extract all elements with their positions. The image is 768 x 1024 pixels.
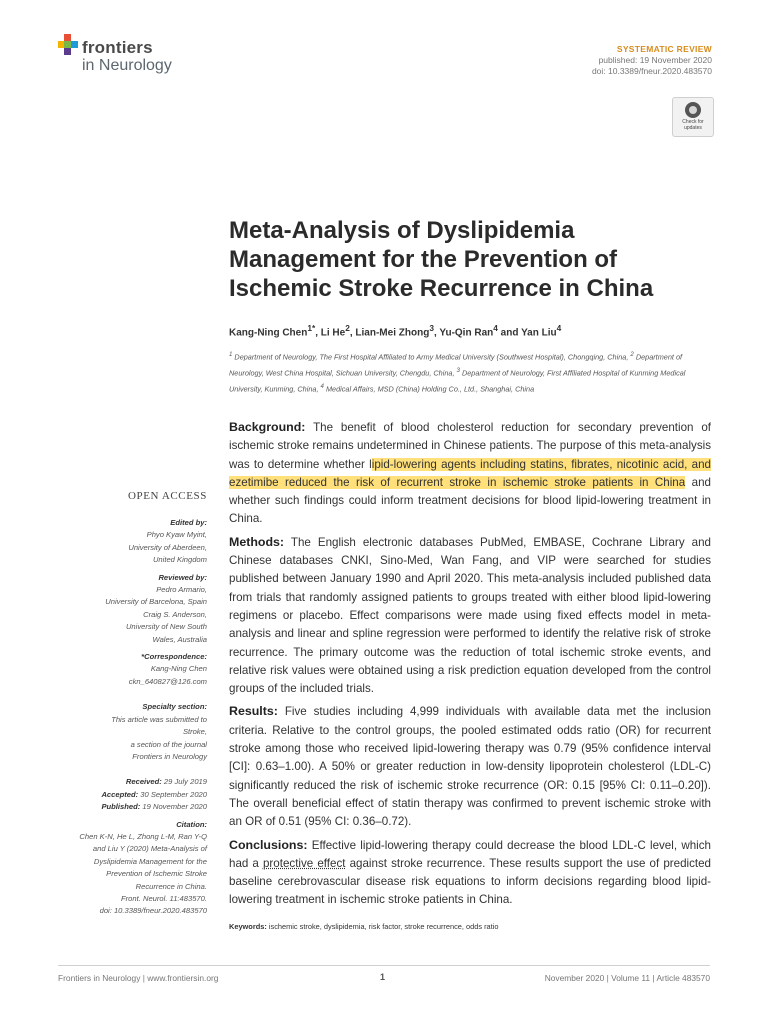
citation-line: and Liu Y (2020) Meta-Analysis of bbox=[92, 844, 207, 854]
conclusions-text-end: against stroke recurrence. These results support the use of predicted baseline cerebrovascular disease risk equations to inform decisions regarding blood lipid-lowering treatment in ischemic stroke patients in China. bbox=[229, 856, 712, 907]
background-text-end: and whether such findings could inform treatment decisions for blood lipid-lowering treatment in China. bbox=[229, 475, 711, 526]
correspondence-email[interactable]: ckn_640827@126.com bbox=[128, 676, 207, 686]
abstract-methods bbox=[229, 533, 711, 699]
background-label: Background: bbox=[229, 420, 306, 434]
underlined-annotation[interactable]: protective effect bbox=[262, 856, 346, 870]
abstract-background bbox=[229, 418, 711, 529]
affil-sup: 1 bbox=[229, 351, 233, 358]
methods-text: The English electronic databases PubMed, EMBASE, Cochrane Library and Chinese databases CNKI, Sino-Med, Wan Fang, and VIP were searched for studies published between January 1990 and April 2020. This meta-analysis included published data from trials that randomly assigned patients to groups treated with either blood lipid-lowering regimens or placebo. Effect comparisons were made using fixed effects model in meta-analysis and linear and spline regression were performed to identify the relative risk of stroke recurrence. The primary outcome was the reduction of total ischemic stroke events, and relative risk values were obtained using a risk prediction equation developed from the control groups of the included trials. bbox=[229, 535, 711, 696]
author-name[interactable]: Yan Liu bbox=[521, 327, 557, 339]
published-value: 19 November 2020 bbox=[142, 802, 207, 812]
reviewer-affiliation: University of New South bbox=[125, 622, 207, 632]
reviewed-by-heading: Reviewed by: bbox=[158, 572, 207, 582]
correspondence-name: Kang-Ning Chen bbox=[150, 664, 207, 674]
author-name[interactable]: Kang-Ning Chen bbox=[229, 327, 308, 339]
correspondence-heading: *Correspondence: bbox=[141, 652, 207, 662]
editor-affiliation: University of Aberdeen, bbox=[128, 542, 207, 552]
editor-affiliation: United Kingdom bbox=[152, 555, 207, 565]
citation-doi[interactable]: doi: 10.3389/fneur.2020.483570 bbox=[99, 906, 207, 916]
keywords-text: ischemic stroke, dyslipidemia, risk factor, stroke recurrence, odds ratio bbox=[268, 922, 499, 931]
citation-line: Chen K-N, He L, Zhong L-M, Ran Y-Q bbox=[79, 831, 207, 841]
author-name[interactable]: Lian-Mei Zhong bbox=[355, 327, 430, 339]
check-updates-label: Check for updates bbox=[682, 119, 704, 131]
author-sup: 2 bbox=[345, 323, 350, 333]
keywords-label: Keywords: bbox=[229, 922, 267, 931]
article-title: Meta-Analysis of Dyslipidemia Management for the Prevention of Ischemic Stroke Recurrence in China bbox=[229, 217, 654, 302]
conclusions-label: Conclusions: bbox=[229, 837, 308, 852]
abstract-conclusions bbox=[229, 836, 711, 910]
specialty-heading: Specialty section: bbox=[142, 702, 207, 712]
published-label: Published: bbox=[101, 802, 141, 812]
affil-sup: 3 bbox=[456, 366, 460, 374]
accepted-date bbox=[48, 789, 207, 801]
affil-sup: 4 bbox=[320, 382, 324, 390]
received-label: Received: bbox=[125, 777, 162, 787]
brand-name: frontiers bbox=[82, 38, 153, 57]
accepted-value: 30 September 2020 bbox=[140, 789, 207, 799]
author-sup: 4 bbox=[556, 323, 562, 333]
affiliation-text: Department of Neurology, The First Hospital Affiliated to Army Medical University (Southwest Hospital), Chongqing, China, bbox=[234, 352, 629, 362]
highlighted-text[interactable]: ipid-lowering agents including statins, fibrates, nicotinic acid, and ezetimibe reduced the risk of recurrent stroke in ischemic stroke patients in China bbox=[229, 457, 711, 489]
reviewer-affiliation: Wales, Australia bbox=[152, 634, 207, 644]
check-for-updates-button[interactable] bbox=[672, 97, 714, 137]
frontiers-logo-icon bbox=[58, 34, 80, 58]
published-date-sidebar bbox=[48, 801, 207, 813]
reviewer-name[interactable]: Pedro Armario, bbox=[156, 585, 207, 595]
abstract-results bbox=[229, 702, 711, 831]
editor-name[interactable]: Phyo Kyaw Myint, bbox=[146, 530, 207, 540]
author-name[interactable]: Li He bbox=[320, 327, 346, 339]
affiliation-text: Department of Neurology, West China Hospital, Sichuan University, Chengdu, China, bbox=[229, 352, 683, 378]
article-sidebar bbox=[48, 517, 207, 918]
author-list: Kang-Ning Chen$^{1*}$, Li He$^2$, Lian-Mei Zhong$^3$, Yu-Qin Ran$^4$ and Yan Liu$^4$ bbox=[229, 323, 562, 339]
journal-logo[interactable] bbox=[58, 34, 218, 80]
affil-sup: 2 bbox=[630, 351, 634, 358]
footer-journal-link[interactable]: Frontiers in Neurology | www.frontiersin.org bbox=[58, 973, 219, 983]
author-name[interactable]: Yu-Qin Ran bbox=[439, 327, 494, 339]
results-text: Five studies including 4,999 individuals with available data met the inclusion criteria. Relative to the control groups, the pooled estimated odds ratio (OR) for recurrent stroke among those who received lipid-lowering therapy was 0.79 (95% confidence interval [CI]: 0.63–1.00). A 50% or greater reduction in low-density lipoprotein cholesterol (LDL-C) significantly reduced the risk of ischemic stroke recurrence (OR: 0.15 [95% CI: 0.11–0.20]). The overall beneficial effect of statin therapy was confirmed to prevent ischemic stroke with an OR of 0.51 (95% CI: 0.36–0.72). bbox=[229, 705, 711, 829]
reviewer-name[interactable]: Craig S. Anderson, bbox=[143, 609, 207, 619]
article-meta-header bbox=[452, 44, 712, 77]
keywords bbox=[229, 922, 711, 931]
reviewer-affiliation: University of Barcelona, Spain bbox=[105, 597, 207, 607]
doi-link[interactable]: doi: 10.3389/fneur.2020.483570 bbox=[591, 66, 712, 76]
published-date: published: 19 November 2020 bbox=[598, 55, 712, 65]
specialty-line: Frontiers in Neurology bbox=[132, 751, 207, 761]
affiliation-text: Department of Neurology, First Affiliated Hospital of Kunming Medical University, Kunming, China, bbox=[229, 368, 686, 394]
open-access-label: OPEN ACCESS bbox=[127, 490, 207, 502]
citation-line: Dyslipidemia Management for the bbox=[93, 856, 207, 866]
abstract bbox=[229, 418, 711, 914]
citation-line: Recurrence in China. bbox=[135, 881, 207, 891]
author-sup: 3 bbox=[429, 323, 434, 333]
footer-divider bbox=[58, 965, 710, 966]
results-label: Results: bbox=[229, 704, 278, 719]
accepted-label: Accepted: bbox=[101, 789, 139, 799]
page-number: 1 bbox=[380, 972, 386, 982]
citation-heading: Citation: bbox=[176, 819, 207, 829]
affiliations bbox=[229, 348, 709, 396]
author-sup: 1* bbox=[307, 323, 316, 333]
edited-by-heading: Edited by: bbox=[170, 518, 207, 527]
author-sup: 4 bbox=[493, 323, 498, 333]
affiliation-text: Medical Affairs, MSD (China) Holding Co., Ltd., Shanghai, China bbox=[325, 384, 535, 394]
received-value: 29 July 2019 bbox=[163, 777, 207, 787]
specialty-line: Stroke, bbox=[182, 727, 207, 737]
citation-line: Prevention of Ischemic Stroke bbox=[106, 869, 207, 879]
background-text: The benefit of blood cholesterol reduction for secondary prevention of ischemic stroke remains undetermined in Chinese patients. The purpose of this meta-analysis was to determine whether l bbox=[229, 421, 712, 471]
received-date bbox=[48, 776, 207, 788]
specialty-line: This article was submitted to bbox=[111, 714, 207, 724]
footer-issue-info: November 2020 | Volume 11 | Article 483570 bbox=[544, 973, 710, 983]
citation-line: Front. Neurol. 11:483570. bbox=[121, 893, 207, 903]
journal-name: in Neurology bbox=[82, 57, 172, 74]
conclusions-text: Effective lipid-lowering therapy could decrease the blood LDL-C level, which had a bbox=[229, 838, 711, 870]
author-conjunction: and bbox=[500, 327, 519, 339]
methods-label: Methods: bbox=[229, 534, 285, 549]
specialty-line: a section of the journal bbox=[130, 739, 207, 749]
article-type: SYSTEMATIC REVIEW bbox=[616, 44, 712, 54]
check-updates-icon bbox=[685, 102, 701, 118]
